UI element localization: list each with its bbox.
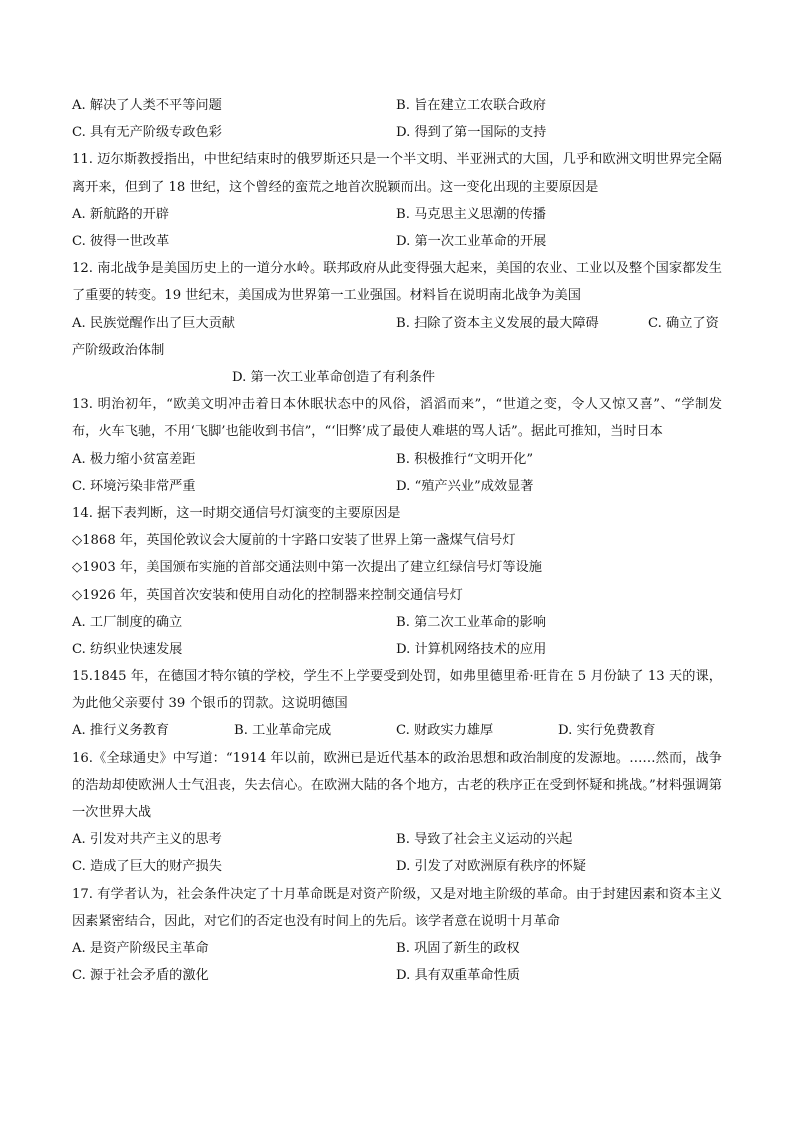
q13-option-d: D. “殖产兴业”成效显著: [396, 478, 534, 494]
q12-option-c: C. 确立了资产阶级政治体制: [72, 315, 719, 358]
q12-option-d: D. 第一次工业革命创造了有利条件: [232, 369, 436, 385]
q11-options-row-1: [72, 201, 722, 228]
q15-option-c: C. 财政实力雄厚: [396, 723, 494, 739]
q16-option-d: D. 引发了对欧洲原有秩序的怀疑: [396, 859, 586, 875]
q15-option-a: A. 推行义务教育: [72, 723, 170, 739]
q13-options-row-1: [72, 446, 722, 473]
q15-option-d: D. 实行免费教育: [558, 723, 656, 739]
q15-options-row: [72, 717, 722, 744]
q14-option-c: C. 纺织业快速发展: [72, 641, 183, 657]
q16-options-row-1: [72, 826, 722, 853]
question-list: [72, 92, 722, 989]
q14-fact-1: ◇1868 年，英国伦敦议会大厦前的十字路口安装了世界上第一盏煤气信号灯: [72, 533, 516, 549]
q11-options-row-2: [72, 228, 722, 255]
q15-stem: 15.1845 年，在德国才特尔镇的学校，学生不上学要受到处罚，如弗里德里希·旺肯在 5 月份缺了 13 天的课，为此他父亲要付 39 个银币的罚款。这说明德国: [72, 669, 722, 712]
q11-stem: 11. 迈尔斯教授指出，中世纪结束时的俄罗斯还只是一个半文明、半亚洲式的大国，几乎和欧洲文明世界完全隔离开来，但到了 18 世纪，这个曾经的蛮荒之地首次脱颖而出。这一变化出现的主要原因是: [72, 152, 722, 195]
q17-options-row-2: [72, 962, 722, 989]
q17-option-a: A. 是资产阶级民主革命: [72, 941, 209, 957]
q11-option-c: C. 彼得一世改革: [72, 233, 170, 249]
q16-options-row-2: [72, 853, 722, 880]
q17-option-d: D. 具有双重革命性质: [396, 968, 520, 984]
q11-option-b: B. 马克思主义思潮的传播: [396, 206, 546, 222]
q16-option-a: A. 引发对共产主义的思考: [72, 832, 222, 848]
q13-option-b: B. 积极推行“文明开化”: [396, 451, 534, 467]
q13-option-c: C. 环境污染非常严重: [72, 478, 196, 494]
q13-stem: 13. 明治初年，“欧美文明冲击着日本休眠状态中的风俗，滔滔而来”，“世道之变，令人又惊又喜”、“学制发布，火车飞驰，不用‘飞脚’也能收到书信”，“‘旧弊’成了最使人难堪的骂人话”。据此可推知，当时日本: [72, 397, 722, 440]
q10-options-row-2: [72, 119, 722, 146]
q10-option-c: C. 具有无产阶级专政色彩: [72, 125, 222, 141]
q17-option-b: B. 巩固了新生的政权: [396, 941, 520, 957]
q10-option-b: B. 旨在建立工农联合政府: [396, 98, 546, 113]
q15-option-b: B. 工业革命完成: [234, 723, 332, 739]
q14-fact-2: ◇1903 年，美国颁布实施的首部交通法则中第一次提出了建立红绿信号灯等设施: [72, 560, 542, 576]
q14-option-b: B. 第二次工业革命的影响: [396, 614, 546, 630]
q10-option-d: D. 得到了第一国际的支持: [396, 125, 547, 141]
q13-options-row-2: [72, 473, 722, 500]
q12-option-b: B. 扫除了资本主义发展的最大障碍: [396, 315, 599, 331]
q17-options-row-1: [72, 935, 722, 962]
q11-option-d: D. 第一次工业革命的开展: [396, 233, 547, 249]
q14-option-d: D. 计算机网络技术的应用: [396, 641, 547, 657]
q10-option-a: A. 解决了人类不平等问题: [72, 98, 222, 113]
q16-option-c: C. 造成了巨大的财产损失: [72, 859, 222, 875]
q14-option-a: A. 工厂制度的确立: [72, 614, 183, 630]
q14-options-row-2: [72, 636, 722, 663]
q12-options-row-2: [72, 364, 722, 391]
q17-stem: 17. 有学者认为，社会条件决定了十月革命既是对资产阶级，又是对地主阶级的革命。由于封建因素和资本主义因素紧密结合，因此，对它们的否定也没有时间上的先后。该学者意在说明十月革命: [72, 886, 722, 929]
q12-options: [72, 310, 722, 364]
q12-stem: 12. 南北战争是美国历史上的一道分水岭。联邦政府从此变得强大起来，美国的农业、工业以及整个国家都发生了重要的转变。19 世纪末，美国成为世界第一工业强国。材料旨在说明南北战争为美国: [72, 261, 722, 304]
q10-options-row-1: [72, 92, 722, 119]
q12-option-a: A. 民族觉醒作出了巨大贡献: [72, 315, 235, 331]
q16-stem: 16.《全球通史》中写道：“1914 年以前，欧洲已是近代基本的政治思想和政治制度的发源地。……然而，战争的浩劫却使欧洲人士气沮丧，失去信心。在欧洲大陆的各个地方，古老的秩序正在受到怀疑和挑战。”材料强调第一次世界大战: [72, 750, 722, 821]
q13-option-a: A. 极力缩小贫富差距: [72, 451, 196, 467]
q14-fact-3: ◇1926 年，英国首次安装和使用自动化的控制器来控制交通信号灯: [72, 587, 463, 603]
q14-stem: 14. 据下表判断，这一时期交通信号灯演变的主要原因是: [72, 505, 401, 521]
q17-option-c: C. 源于社会矛盾的激化: [72, 968, 209, 984]
q14-options-row-1: [72, 609, 722, 636]
q16-option-b: B. 导致了社会主义运动的兴起: [396, 832, 573, 848]
q11-option-a: A. 新航路的开辟: [72, 206, 170, 222]
